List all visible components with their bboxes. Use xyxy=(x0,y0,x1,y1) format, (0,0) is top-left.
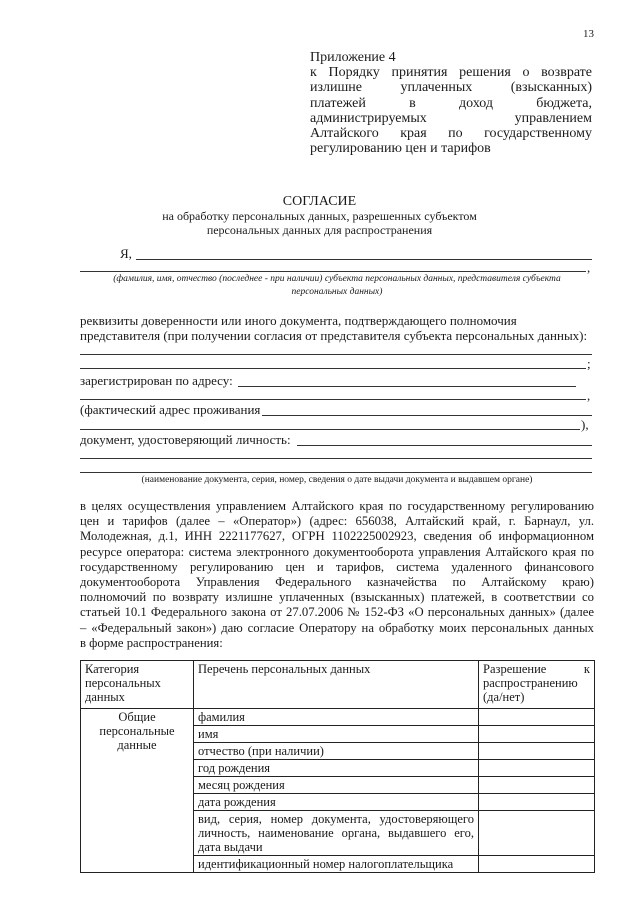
note-line: (фамилия, имя, отчество (последнее - при наличии) субъекта персональных данных, представителя субъекта xyxy=(113,274,561,284)
paragraph-line: в форме распространения: xyxy=(80,635,223,650)
data-item-cell: год рождения xyxy=(194,760,479,777)
table-header-row xyxy=(81,661,595,709)
permission-cell[interactable] xyxy=(479,794,595,811)
proxy-input-line[interactable] xyxy=(80,354,592,355)
registered-input-line[interactable] xyxy=(238,386,576,387)
header-permission: Разрешение к распространению (да/нет) xyxy=(479,661,595,709)
permission-cell[interactable] xyxy=(479,760,595,777)
appendix-line: к Порядку принятия решения о возврате xyxy=(310,65,592,81)
actual-address-label: (фактический адрес проживания xyxy=(80,402,261,417)
appendix-line: Алтайского края по государственному xyxy=(310,126,592,142)
actual-address-input-line[interactable] xyxy=(262,415,592,416)
actual-address-end: ), xyxy=(581,417,589,432)
data-item-cell: месяц рождения xyxy=(194,777,479,794)
paragraph-line: полномочий по возврату излишне уплаченных (взысканных) платежей, в соответствии со xyxy=(80,590,594,605)
document-label: документ, удостоверяющий личность: xyxy=(80,432,291,447)
proxy-input-line-2[interactable] xyxy=(80,368,586,369)
ya-label: Я, xyxy=(120,246,132,261)
permission-cell[interactable] xyxy=(479,777,595,794)
proxy-label-2: представителя (при получении согласия от представителя субъекта персональных данных): xyxy=(80,328,588,343)
document-subtitle xyxy=(0,209,639,237)
data-item-cell: идентификационный номер налогоплательщика xyxy=(194,856,479,873)
paragraph-line: – «Федеральный закон») даю согласие Оператору на обработку моих персональных данных xyxy=(80,620,594,635)
name-input-line-2[interactable] xyxy=(80,271,586,272)
data-item-cell: вид, серия, номер документа, удостоверяющего личность, наименование органа, выдавшего его, дата выдачи xyxy=(194,811,479,856)
permission-cell[interactable] xyxy=(479,856,595,873)
data-item-cell: имя xyxy=(194,726,479,743)
permission-cell[interactable] xyxy=(479,709,595,726)
appendix-line: платежей в доход бюджета, xyxy=(310,95,592,111)
registered-input-line-2[interactable] xyxy=(80,399,586,400)
paragraph-line: государственному регулированию цен и тарифов, система удаленного финансового xyxy=(80,559,594,574)
name-field-note xyxy=(80,273,594,299)
permission-cell[interactable] xyxy=(479,726,595,743)
paragraph-line: цен и тарифов (далее – «Оператор») (адрес: 656038, Алтайский край, г. Барнаул, ул. xyxy=(80,514,594,529)
paragraph-line: ресурсе оператора: система электронного документооборота управления Алтайского края по xyxy=(80,544,594,559)
comma-mark: , xyxy=(587,260,591,275)
appendix-line: Приложение 4 xyxy=(310,50,396,65)
permission-cell[interactable] xyxy=(479,811,595,856)
actual-address-input-line-2[interactable] xyxy=(80,429,580,430)
page-number: 13 xyxy=(583,28,594,40)
appendix-block xyxy=(310,50,592,156)
personal-data-table xyxy=(80,660,595,873)
document-input-line[interactable] xyxy=(297,445,592,446)
header-category: Категория персональных данных xyxy=(81,661,194,709)
subtitle-line: персональных данных для распространения xyxy=(206,223,433,237)
name-input-line[interactable] xyxy=(136,259,592,260)
paragraph-line: в целях осуществления управлением Алтайского края по государственному регулированию xyxy=(80,499,594,513)
registered-label: зарегистрирован по адресу: xyxy=(80,373,233,388)
appendix-line: администрируемых управлением xyxy=(310,110,592,126)
document-field-note: (наименование документа, серия, номер, сведения о дате выдачи документа и выдавшем органе) xyxy=(141,475,533,485)
data-item-cell: отчество (при наличии) xyxy=(194,743,479,760)
permission-cell[interactable] xyxy=(479,743,595,760)
appendix-line: излишне уплаченных (взысканных) xyxy=(310,80,592,96)
appendix-line: регулированию цен и тарифов xyxy=(310,141,491,157)
semicolon-mark: ; xyxy=(587,356,591,371)
data-item-cell: дата рождения xyxy=(194,794,479,811)
consent-paragraph xyxy=(80,499,594,651)
document-title: СОГЛАСИЕ xyxy=(282,194,357,209)
subtitle-line: на обработку персональных данных, разрешенных субъектом xyxy=(162,209,477,223)
header-list: Перечень персональных данных xyxy=(194,661,479,709)
proxy-label-1: реквизиты доверенности или иного документа, подтверждающего полномочия xyxy=(80,313,517,328)
data-item-cell: фамилия xyxy=(194,709,479,726)
paragraph-line: статьей 10.1 Федерального закона от 27.07.2006 № 152-ФЗ «О персональных данных» (далее xyxy=(80,605,594,620)
paragraph-line: документооборота Управления Федерального казначейства по Алтайскому краю) xyxy=(80,575,594,590)
document-input-line-3[interactable] xyxy=(80,472,592,473)
category-cell: Общие персональные данные xyxy=(81,709,194,873)
comma-mark-2: , xyxy=(587,388,591,403)
document-input-line-2[interactable] xyxy=(80,458,592,459)
note-line: персональных данных) xyxy=(291,287,383,297)
paragraph-line: Молодежная, д.1, ИНН 2221177627, ОГРН 1102225002923, сведения об информационном xyxy=(80,529,594,544)
table-row xyxy=(81,709,595,726)
